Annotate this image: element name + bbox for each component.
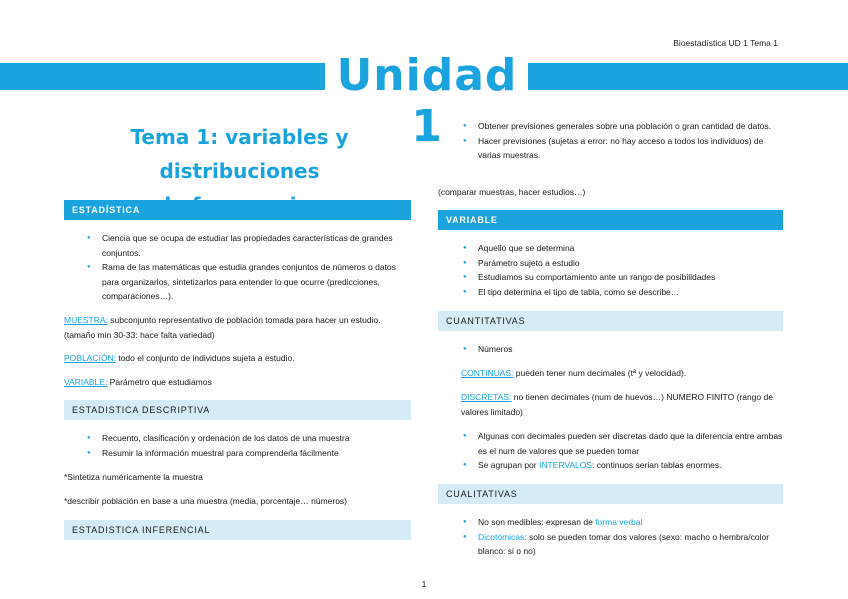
definition-muestra bbox=[64, 313, 411, 342]
descriptiva-note-2: *describir población en base a una muestra (media, porcentaje… números) bbox=[64, 496, 348, 506]
section-inferencial bbox=[64, 520, 411, 540]
highlight-intervalos: INTERVALOS bbox=[538, 460, 593, 470]
compare-note: (comparar muestras, hacer estudios…) bbox=[438, 187, 586, 197]
heading-cualitativas: CUALITATIVAS bbox=[438, 484, 783, 504]
list-item: ● Aquello que se determina bbox=[463, 241, 783, 256]
estadistica-list bbox=[64, 231, 411, 304]
definition-variable bbox=[64, 375, 411, 390]
heading-descriptiva: ESTADISTICA DESCRIPTIVA bbox=[64, 400, 411, 420]
term-muestra: MUESTRA: bbox=[64, 315, 108, 325]
list-item: ● Números bbox=[463, 342, 783, 357]
term-discretas: DISCRETAS: bbox=[461, 392, 512, 402]
list-item bbox=[463, 530, 783, 559]
topic-title-line-1: Tema 1: variables y distribuciones bbox=[130, 125, 349, 183]
section-variable bbox=[438, 210, 783, 299]
definition-text: no tienen decimales (num de huevos…) NUMERO FINITO (rango de valores limitado) bbox=[461, 392, 773, 417]
section-estadistica bbox=[64, 200, 411, 304]
list-item bbox=[463, 458, 783, 473]
list-item: ● Ciencia que se ocupa de estudiar las propiedades características de grandes conjuntos. bbox=[87, 231, 411, 260]
list-item: ● Algunas con decimales pueden ser discretas dado que la diferencia entre ambas es el num de valores que se pueden tomar bbox=[463, 429, 783, 458]
cuantitativas-extra bbox=[438, 429, 783, 473]
list-item: ● Recuento, clasificación y ordenación de los datos de una muestra bbox=[87, 431, 411, 446]
list-item: ● Parámetro sujeto a estudio bbox=[463, 256, 783, 271]
banner-bar-left bbox=[0, 63, 325, 90]
list-item: ● Estudiamos su comportamiento ante un rango de posibilidades bbox=[463, 270, 783, 285]
cualitativas-list bbox=[438, 515, 783, 559]
highlight-forma-verbal: forma verbal bbox=[595, 517, 643, 527]
definition-text: subconjunto representativo de población tomada para hacer un estudio. (tamaño min 30-33: hace falta variedad) bbox=[64, 315, 381, 340]
heading-variable: VARIABLE bbox=[438, 210, 783, 230]
definition-text: todo el conjunto de individuos sujeta a estudio. bbox=[115, 353, 295, 363]
list-item: ● Hacer previsiones (sujetas a error: no hay acceso a todos los individuos) de varias muestras. bbox=[463, 134, 783, 163]
bullet-text: solo se pueden tomar dos valores (sexo: macho o hembra/color blanco: si o no) bbox=[478, 531, 770, 556]
cuantitativas-extra-list bbox=[438, 429, 783, 473]
bullet-text: : continuos serian tablas enormes. bbox=[592, 460, 722, 470]
section-descriptiva bbox=[64, 400, 411, 460]
highlight-dicotomicas: Dicotómicas: bbox=[478, 531, 527, 542]
definition-discretas bbox=[461, 390, 783, 419]
heading-estadistica: ESTADÍSTICA bbox=[64, 200, 411, 220]
heading-inferencial: ESTADISTICA INFERENCIAL bbox=[64, 520, 411, 540]
cuantitativas-list bbox=[438, 342, 783, 357]
list-item: ● Obtener previsiones generales sobre una población o gran cantidad de datos. bbox=[463, 119, 783, 134]
inferencial-list bbox=[438, 119, 783, 163]
list-item: ● Rama de las matemáticas que estudia grandes conjuntos de números o datos para organizarlos, sintetizarlos para entender lo que ocurre (predicciones, comparaciones…). bbox=[87, 260, 411, 304]
term-continuas: CONTINUAS: bbox=[461, 368, 514, 378]
unit-title: Unidad 1 bbox=[336, 50, 518, 152]
heading-cuantitativas: CUANTITATIVAS bbox=[438, 311, 783, 331]
descriptiva-list bbox=[64, 431, 411, 460]
banner-bar-right bbox=[528, 63, 848, 90]
section-cuantitativas bbox=[438, 311, 783, 357]
inferencial-list-continued bbox=[438, 119, 783, 163]
list-item: ● El tipo determina el tipo de tabla, como se describe… bbox=[463, 285, 783, 300]
term-poblacion: POBLACIÓN: bbox=[64, 353, 116, 363]
page-number: 1 bbox=[421, 579, 427, 589]
bullet-text: No son medibles: expresan de bbox=[478, 517, 596, 527]
variable-list bbox=[438, 241, 783, 299]
document-header-note: Bioestadística UD 1 Tema 1 bbox=[673, 38, 778, 48]
definition-poblacion bbox=[64, 351, 411, 366]
definition-text: pueden tener num decimales (tª y velocidad). bbox=[513, 368, 687, 378]
term-variable: VARIABLE: bbox=[64, 377, 108, 387]
bullet-text: Se agrupan por bbox=[478, 460, 539, 470]
list-item: ● Resumir la información muestral para comprenderla fácilmente bbox=[87, 446, 411, 461]
list-item bbox=[463, 515, 783, 530]
descriptiva-note-1: *Sintetiza numéricamente la muestra bbox=[64, 472, 203, 482]
definition-continuas bbox=[461, 366, 783, 381]
section-cualitativas bbox=[438, 484, 783, 559]
definition-text: Parámetro que estudiamos bbox=[107, 377, 212, 387]
